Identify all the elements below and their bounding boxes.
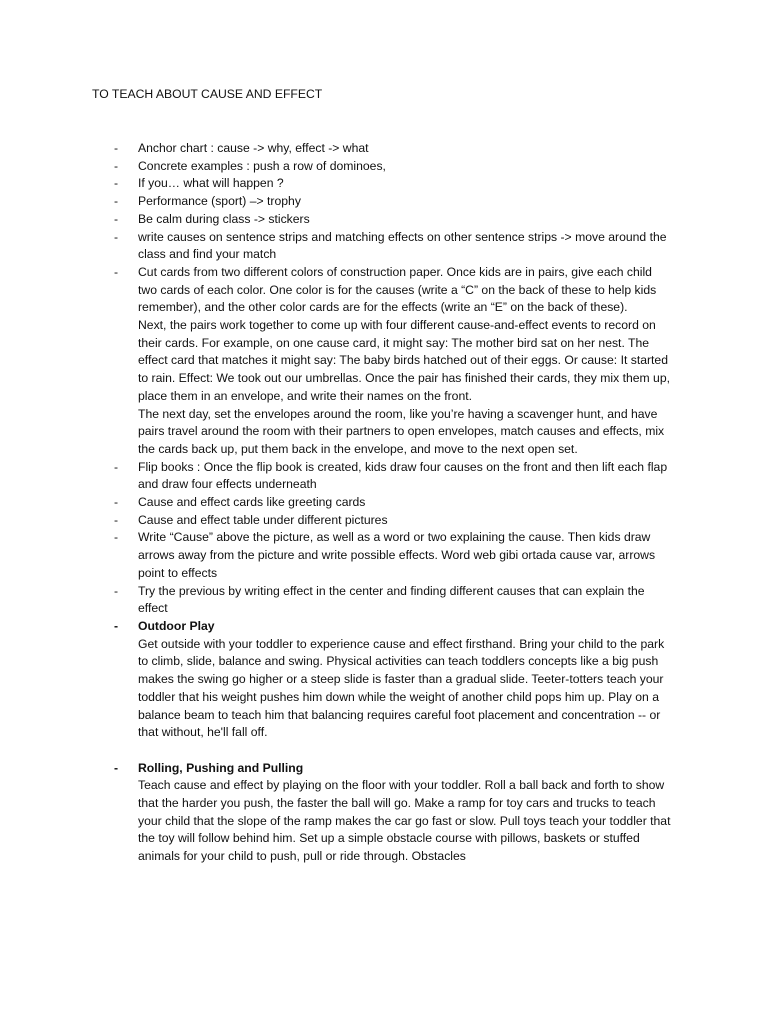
bullet-dash: - <box>114 512 119 527</box>
list-item <box>0 529 768 582</box>
list-item <box>0 618 768 742</box>
list-item-text: Concrete examples : push a row of dominoes, <box>138 158 386 173</box>
list-item-paragraph: Next, the pairs work together to come up with four different cause-and-effect events to record on their cards. For example, on one cause card, it might say: The mother bird sat on her nest. The effect card that matches it might say: The baby birds hatched out of their eggs. Or cause: It started to rain. Effect: We took out our umbrellas. Once the pair has finished their cards, they mix them up, place them in an envelope, and write their names on the front. <box>138 318 670 403</box>
bullet-dash: - <box>114 211 119 226</box>
bullet-dash: - <box>114 760 119 775</box>
bullet-dash: - <box>114 141 119 155</box>
list-item-text: Be calm during class -> stickers <box>138 211 310 226</box>
list-item <box>0 229 768 264</box>
list-item-text: Write “Cause” above the picture, as well as a word or two explaining the cause. Then kids draw arrows away from the picture and write possible effects. Word web gibi ortada cause var, arrows point to effects <box>138 530 656 580</box>
list-item <box>0 175 768 193</box>
section-paragraph: Teach cause and effect by playing on the floor with your toddler. Roll a ball back and forth to show that the harder you push, the faster the ball will go. Make a ramp for toy cars and trucks to teach your child that the slope of the ramp makes the car go fast or slow. Pull toys teach your toddler that the toy will follow behind him. Set up a simple obstacle course with pillows, baskets or stuffed animals for your child to push, pull or ride through. Obstacles <box>138 778 671 864</box>
list-item-text: Performance (sport) –> trophy <box>138 194 301 209</box>
bullet-dash: - <box>114 229 119 244</box>
list-item <box>0 583 768 618</box>
bullet-dash: - <box>114 194 119 209</box>
list-item <box>0 494 768 512</box>
list-item-text: Anchor chart : cause -> why, effect -> what <box>138 141 369 155</box>
blank-line <box>0 742 768 760</box>
section-heading: Outdoor Play <box>138 618 215 633</box>
section-paragraph: Get outside with your toddler to experience cause and effect firsthand. Bring your child to the park to climb, slide, balance and swing. Physical activities can teach toddlers concepts like a big push makes the swing go higher or a steep slide is faster than a gradual slide. Teeter-totters teach your toddler that his weight pushes him down while the weight of another child pops him up. Play on a balance beam to teach him that balancing requires careful foot placement and concentration -- or that without, he'll fall off. <box>138 636 665 740</box>
list-item-paragraph: The next day, set the envelopes around the room, like you’re having a scavenger hunt, and have pairs travel around the room with their partners to open envelopes, match causes and effects, mix the cards back up, put them back in the envelope, and move to the next open set. <box>138 406 665 456</box>
list-item <box>0 459 768 494</box>
list-item-text: If you… what will happen ? <box>138 176 284 191</box>
bullet-dash: - <box>114 176 119 191</box>
list-item-text: write causes on sentence strips and matching effects on other sentence strips -> move around the class and find your match <box>138 229 667 262</box>
bullet-dash: - <box>114 530 119 545</box>
bullet-dash: - <box>114 264 119 279</box>
list-item <box>0 760 768 866</box>
list-item <box>0 193 768 211</box>
bullet-dash: - <box>114 459 119 474</box>
list-item-text: Flip books : Once the flip book is created, kids draw four causes on the front and then lift each flap and draw four effects underneath <box>138 459 668 492</box>
list-item <box>0 158 768 176</box>
document-title: TO TEACH ABOUT CAUSE AND EFFECT <box>92 87 323 101</box>
bullet-dash: - <box>114 583 119 598</box>
list-item <box>0 264 768 459</box>
section-heading: Rolling, Pushing and Pulling <box>138 760 304 775</box>
list-item <box>0 512 768 530</box>
bullet-dash: - <box>114 618 119 633</box>
list-item-text: Cause and effect cards like greeting cards <box>138 495 366 510</box>
list-item-text: Try the previous by writing effect in the center and finding different causes that can explain the effect <box>138 583 645 616</box>
list-item-text: Cut cards from two different colors of construction paper. Once kids are in pairs, give each child two cards of each color. One color is for the causes (write a “C” on the back of these to help kids remember), and the other color cards are for the effects (write an “E” on the back of these). <box>138 264 657 315</box>
bullet-dash: - <box>114 158 119 173</box>
list-item <box>0 211 768 229</box>
bullet-list <box>0 140 768 866</box>
list-item <box>0 140 768 158</box>
bullet-dash: - <box>114 495 119 510</box>
list-item-text: Cause and effect table under different pictures <box>138 512 388 527</box>
